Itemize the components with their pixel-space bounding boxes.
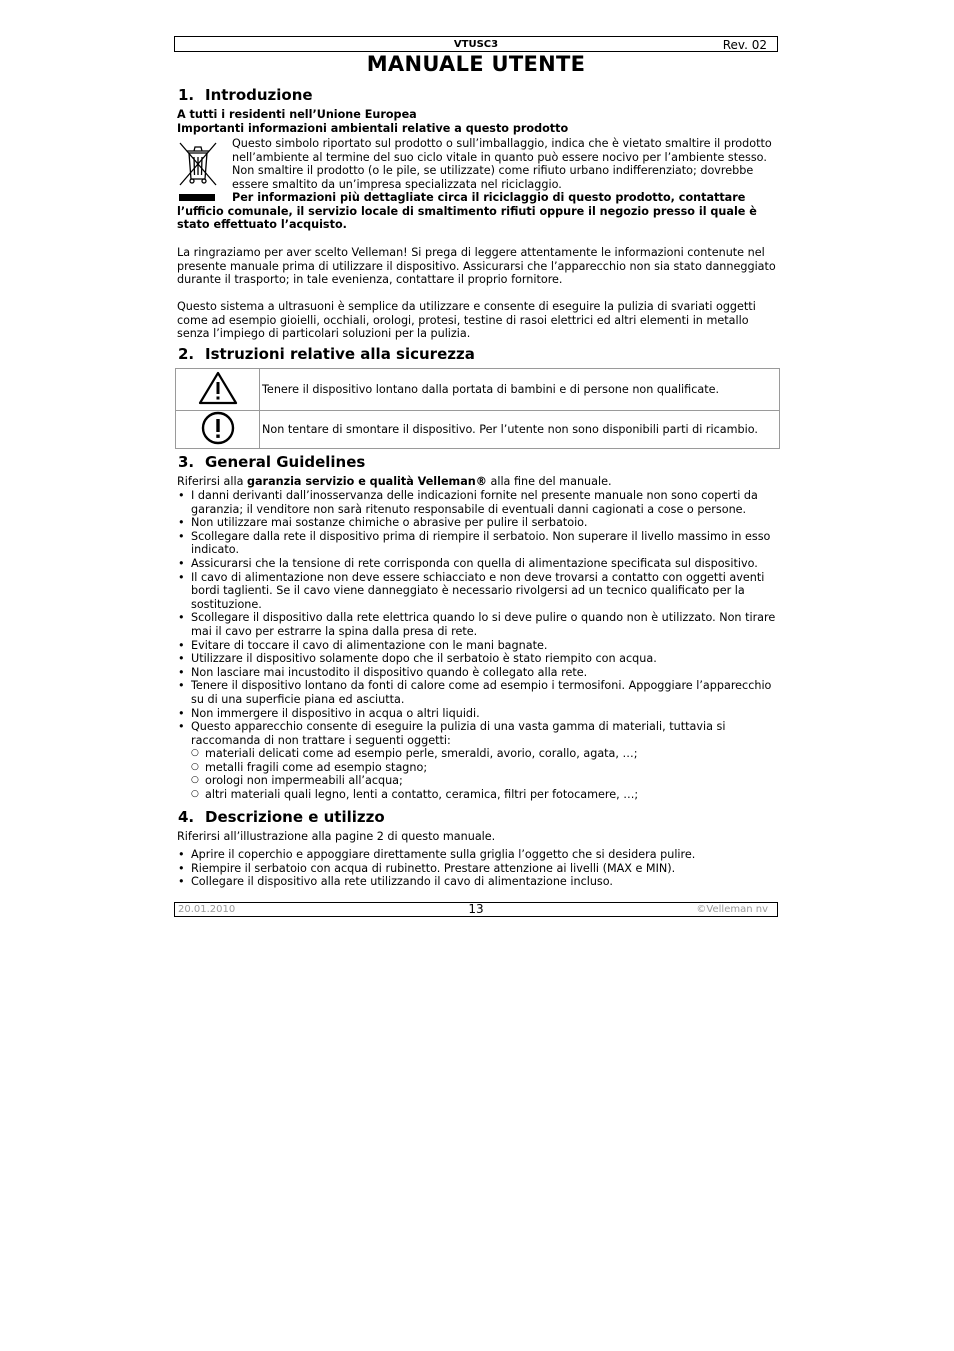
section-number: 3.	[178, 453, 195, 471]
footer-date: 20.01.2010	[178, 904, 236, 915]
section-heading-sicurezza	[178, 345, 475, 363]
list-item: • Collegare il dispositivo alla rete utilizzando il cavo di alimentazione incluso.	[177, 875, 779, 889]
revision: Rev. 02	[722, 38, 767, 52]
warranty-link-text: garanzia servizio e qualità Velleman®	[247, 475, 487, 488]
guidelines-list	[177, 489, 779, 802]
section-number: 1.	[178, 86, 195, 104]
copyright: ©Velleman nv	[696, 904, 768, 915]
safety-text: Non tentare di smontare il dispositivo. Per l’utente non sono disponibili parti di ricambio.	[260, 411, 780, 449]
list-item: • Non utilizzare mai sostanze chimiche o abrasive per pulire il serbatoio.	[177, 516, 779, 530]
list-item: • I danni derivanti dall’inosservanza delle indicazioni fornite nel presente manuale non sono coperti da garanzia; il venditore non sarà ritenuto responsabile di eventuali danni cagionati a cose o persone.	[177, 489, 779, 516]
environment-info-heading: Importanti informazioni ambientali relative a questo prodotto	[177, 122, 569, 135]
warranty-reference	[177, 475, 779, 489]
weee-info-text: Questo simbolo riportato sul prodotto o sull’imballaggio, indica che è vietato smaltire il prodotto nell’ambiente al termine del suo ciclo vitale in quanto può essere nocivo per l’ambiente stesso. Non smaltire il prodotto (o le pile, se utilizzate) come rifiuto urbano indifferenziato; dovrebbe essere smaltito da un’impresa specializzata nel riciclaggio.	[232, 137, 772, 191]
product-description-paragraph: Questo sistema a ultrasuoni è semplice da utilizzare e consente di eseguire la pulizia di svariati oggetti come ad esempio gioielli, occhiali, orologi, protesi, testine di rasoi elettrici ed altri elementi in metallo senza l’impiego di particolari soluzioni per la pulizia.	[177, 300, 756, 341]
section-title: Descrizione e utilizzo	[205, 808, 385, 826]
section-heading-descrizione	[178, 808, 385, 826]
list-item: • Utilizzare il dispositivo solamente dopo che il serbatoio è stato riempito con acqua.	[177, 652, 779, 666]
product-code: VTUSC3	[453, 39, 499, 50]
list-item: • Il cavo di alimentazione non deve essere schiacciato e non deve trovarsi a contatto con oggetti aventi bordi taglienti. Se il cavo viene danneggiato è necessario rivolgersi ad un tecnico qualificato per la sostituzione.	[177, 571, 779, 612]
safety-icon-cell	[176, 411, 260, 449]
safety-table	[175, 368, 780, 449]
sub-list-item: ○ materiali delicati come ad esempio perle, smeraldi, avorio, corallo, agata, …;	[191, 747, 779, 761]
list-item: • Scollegare dalla rete il dispositivo prima di riempire il serbatoio. Non superare il livello massimo in esso indicato.	[177, 530, 779, 557]
list-item: • Tenere il dispositivo lontano da fonti di calore come ad esempio i termosifoni. Appoggiare l’apparecchio su di una superficie piana ed asciutta.	[177, 679, 779, 706]
eu-residents-heading: A tutti i residenti nell’Unione Europea	[177, 108, 417, 121]
sub-list-item: ○ altri materiali quali legno, lenti a contatto, ceramica, filtri per fotocamere, …;	[191, 788, 779, 802]
page-footer	[174, 902, 778, 917]
crossed-out-bin-icon	[178, 141, 218, 187]
list-item	[177, 720, 779, 802]
safety-row	[176, 369, 780, 411]
list-item: • Non lasciare mai incustodito il dispositivo quando è collegato alla rete.	[177, 666, 779, 680]
list-item: • Non immergere il dispositivo in acqua o altri liquidi.	[177, 707, 779, 721]
page-header	[174, 36, 778, 52]
section-title: General Guidelines	[205, 453, 366, 471]
section-heading-introduzione	[178, 86, 313, 104]
sub-list-item: ○ orologi non impermeabili all’acqua;	[191, 774, 779, 788]
illustration-reference: Riferirsi all’illustrazione alla pagine 2 di questo manuale.	[177, 830, 496, 843]
exclamation-circle-icon	[201, 411, 235, 445]
safety-icon-cell	[176, 369, 260, 411]
safety-text: Tenere il dispositivo lontano dalla portata di bambini e di persone non qualificate.	[260, 369, 780, 411]
warranty-text-pre: Riferirsi alla	[177, 475, 247, 488]
page-title: MANUALE UTENTE	[366, 52, 586, 76]
list-item: • Aprire il coperchio e appoggiare direttamente sulla griglia l’oggetto che si desidera pulire.	[177, 848, 779, 862]
list-item: • Scollegare il dispositivo dalla rete elettrica quando lo si deve pulire o quando non è utilizzato. Non tirare mai il cavo per estrarre la spina dalla presa di rete.	[177, 611, 779, 638]
thank-you-paragraph: La ringraziamo per aver scelto Velleman! Si prega di leggere attentamente le informazioni contenute nel presente manuale prima di utilizzare il dispositivo. Assicurarsi che l’apparecchio non sia stato danneggiato durante il trasporto; in tale evenienza, contattare il proprio fornitore.	[177, 246, 776, 287]
warranty-text-post: alla fine del manuale.	[486, 475, 612, 488]
section-title: Istruzioni relative alla sicurezza	[205, 345, 475, 363]
recycling-info-text: Per informazioni più dettagliate circa il riciclaggio di questo prodotto, contattare l’ufficio comunale, il servizio locale di smaltimento rifiuti oppure il negozio presso il quale è stato effettuato l’acquisto.	[177, 191, 757, 232]
list-item: • Riempire il serbatoio con acqua di rubinetto. Prestare attenzione ai livelli (MAX e MIN).	[177, 862, 779, 876]
page-number: 13	[468, 902, 484, 916]
list-item-text: Questo apparecchio consente di eseguire la pulizia di una vasta gamma di materiali, tuttavia si raccomanda di non trattare i seguenti oggetti:	[191, 720, 726, 747]
section-number: 2.	[178, 345, 195, 363]
section-number: 4.	[178, 808, 195, 826]
warning-triangle-icon	[198, 371, 238, 405]
section-heading-guidelines	[178, 453, 365, 471]
list-item: • Evitare di toccare il cavo di alimentazione con le mani bagnate.	[177, 639, 779, 653]
sub-list-item: ○ metalli fragili come ad esempio stagno;	[191, 761, 779, 775]
usage-list	[177, 848, 779, 889]
list-item: • Assicurarsi che la tensione di rete corrisponda con quella di alimentazione specificata sul dispositivo.	[177, 557, 779, 571]
sub-list	[191, 747, 779, 801]
section-title: Introduzione	[205, 86, 313, 104]
safety-row	[176, 411, 780, 449]
